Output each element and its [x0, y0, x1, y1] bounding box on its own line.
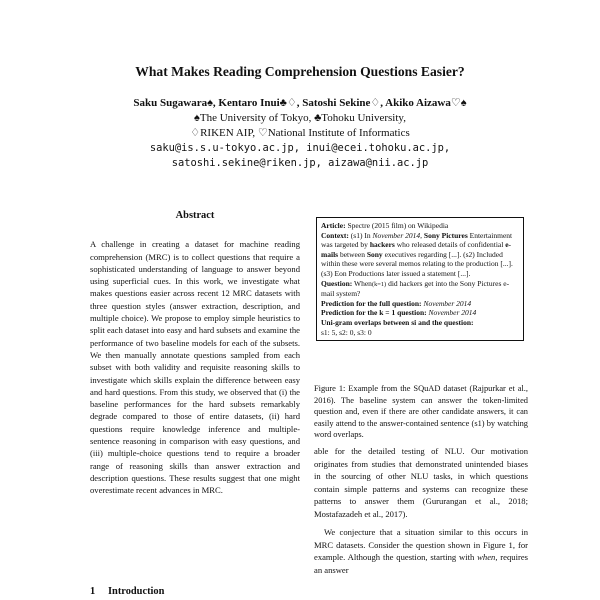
prediction-full-label: Prediction for the full question: [321, 298, 422, 308]
author-block [0, 96, 600, 171]
right-paragraph-2-post: , requires an answer [314, 552, 528, 575]
article-label: Article: [321, 221, 346, 230]
context-s1-hackers: hackers [369, 240, 395, 250]
question-when: When [354, 278, 372, 288]
context-s1-comma: , [420, 230, 423, 240]
prediction-k1 [321, 308, 519, 318]
context-s1-sony: Sony [366, 249, 383, 259]
affiliation-line-2: ♢RIKEN AIP, ♡National Institute of Informatics [190, 127, 410, 139]
left-column [90, 210, 300, 497]
figure-1-example-box [316, 217, 524, 341]
context-s1-mid3: between [339, 249, 365, 259]
overlap-line [321, 318, 519, 337]
question-sub: (k=1) [371, 280, 387, 288]
context-s1-end: executives regarding [...]. [384, 249, 462, 259]
prediction-full-value: November 2014 [423, 298, 472, 308]
context-s2-tag: (s2) [463, 249, 475, 259]
prediction-full [321, 299, 519, 309]
section-number: 1 [90, 586, 96, 597]
right-paragraph-2-pre: We conjecture that a situation similar to this occurs in MRC datasets. Consider the question shown in Figure 1, for example. Although the question, starting with [314, 527, 528, 562]
section-title: Introduction [108, 586, 165, 597]
right-paragraph-2-when: when [477, 552, 496, 562]
paper-title: What Makes Reading Comprehension Questions Easier? [135, 64, 465, 79]
overlap-values: s1: 5, s2: 0, s3: 0 [321, 327, 372, 337]
context-s1-mid: Entertainment was targeted by [321, 230, 513, 250]
question-label: Question: [321, 278, 353, 288]
figure-question [321, 279, 519, 299]
affiliation-line-1: ♠The University of Tokyo, ♣Tohoku University, [194, 112, 406, 124]
context-s1-company: Sony Pictures [423, 230, 468, 240]
emails-line-1: saku@is.s.u-tokyo.ac.jp, inui@ecei.tohoku.ac.jp, [149, 142, 451, 154]
emails-line-2: satoshi.sekine@riken.jp, aizawa@nii.ac.jp [171, 157, 429, 169]
right-paragraph-1: able for the detailed testing of NLU. Our motivation originates from studies that demonstrated unintended biases in the sourcing of other NLU tasks, in which questions contain simple patterns and systems can recognize these patterns to answer them (Gururangan et al., 2018; Mostafazadeh et al., 2017). [314, 446, 528, 519]
context-s1-pre: In [364, 230, 371, 240]
abstract-heading: Abstract [175, 210, 215, 221]
context-s1-tag: (s1) [350, 230, 363, 240]
figure-article-line [321, 221, 519, 231]
article-value: Spectre (2015 film) on Wikipedia [347, 221, 449, 230]
context-s3-tag: (s3) [321, 268, 333, 278]
context-label: Context: [321, 230, 349, 240]
figure-context [321, 231, 519, 279]
right-column [314, 445, 528, 576]
overlap-label: Uni-gram overlaps between si and the question: [321, 317, 474, 327]
prediction-k1-label: Prediction for the k = 1 question: [321, 308, 427, 318]
context-s3-text: Eon Productions later issued a statement [...]. [334, 268, 471, 278]
section-heading [90, 586, 164, 597]
question-rest: did hackers get into the Sony Pictures e-mail system? [321, 278, 510, 299]
figure-1-caption: Figure 1: Example from the SQuAD dataset (Rajpurkar et al., 2016). The baseline system can answer the token-limited question and, even if there are other candidate answers, it can easily attend to the answer-contained sentence (s1) by watching word overlaps. [314, 384, 528, 440]
context-s2-text: Included within these were several memos relating to the production [...]. [321, 249, 513, 269]
context-s1-emails: e-mails [321, 240, 512, 259]
right-paragraph-2 [314, 526, 528, 576]
abstract-text: A challenge in creating a dataset for machine reading comprehension (MRC) is to collect questions that require a sophisticated understanding of language to answer beyond using superficial cues. In this work, we investigate what makes questions easier across recent 12 MRC datasets with three question styles (answer extraction, description, and multiple choice). We propose to employ simple heuristics to split each dataset into easy and hard subsets and examine the performance of two baseline models for each of the subsets. We then manually annotate questions sampled from each subset with both validity and requisite reasoning skills to investigate which skills explain the difference between easy and hard questions. From this study, we observed that (i) the baseline performances for the hard subsets remarkably degrade compared to those of entire datasets, (ii) hard questions require knowledge inference and multiple-sentence reasoning in comparison with easy questions, and (iii) multiple-choice questions tend to require a broader range of reasoning skills than answer extraction and description questions. These results suggest that one might overestimate recent advances in MRC. [90, 239, 300, 496]
context-s1-date: November 2014 [372, 230, 421, 240]
context-s1-mid2: who released details of confidential [396, 240, 504, 250]
prediction-k1-value: November 2014 [428, 308, 477, 318]
authors-line: Saku Sugawara♠, Kentaro Inui♣♢, Satoshi Sekine♢, Akiko Aizawa♡♠ [133, 97, 467, 109]
